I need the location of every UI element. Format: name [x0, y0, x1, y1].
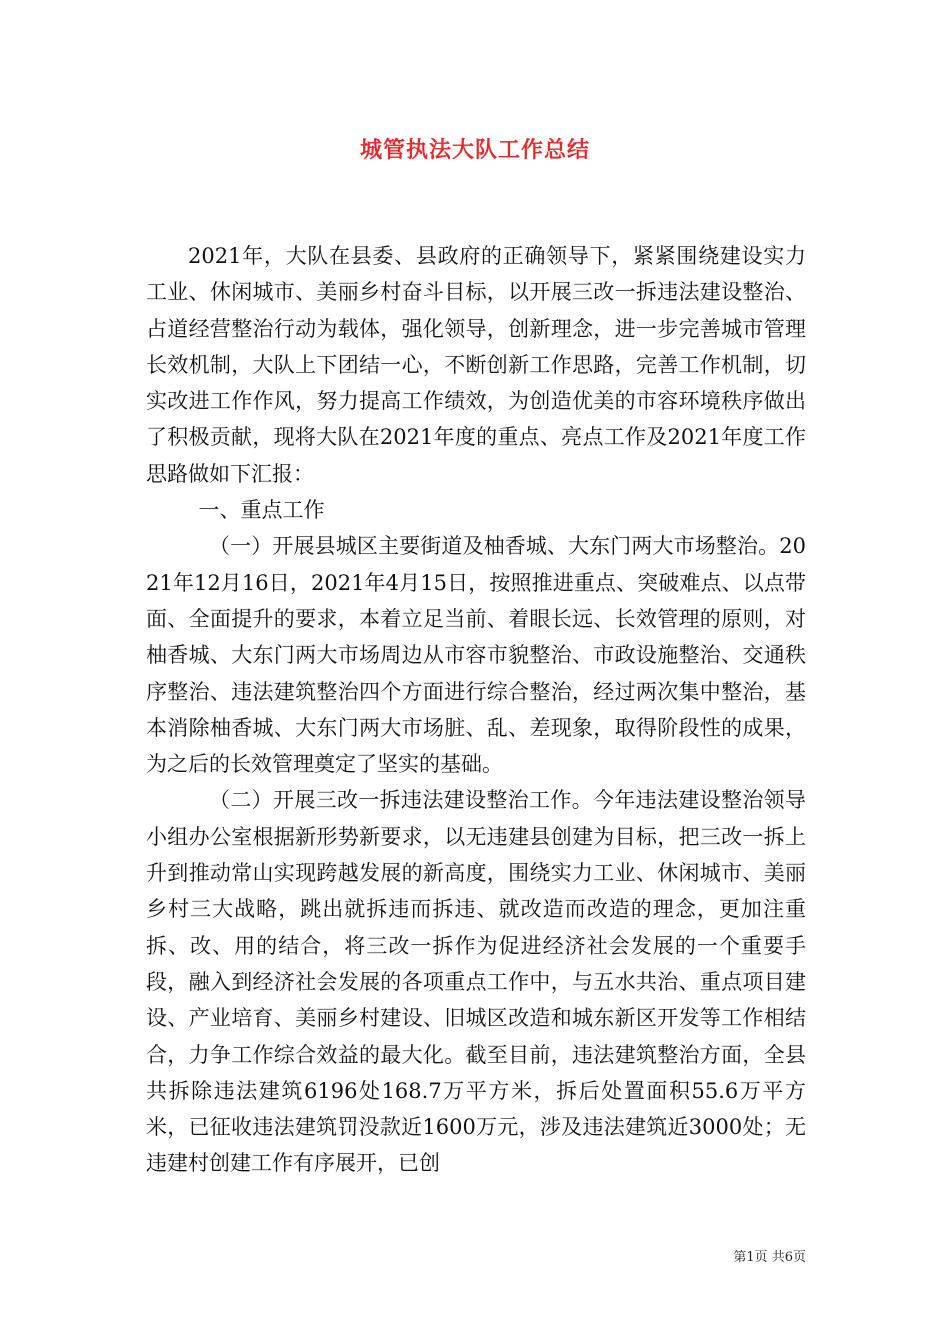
document-title: 城管执法大队工作总结	[359, 137, 590, 163]
document-body	[146, 238, 806, 1182]
page-number: 第1页 共6页	[733, 1250, 806, 1265]
paragraph-illegal-construction: （二）开展三改一拆违法建设整治工作。今年违法建设整治领导小组办公室根据新形势新要求，以无违建县创建为目标，把三改一拆上升到推动常山实现跨越发展的新高度，围绕实力工业、休闲城市、美丽乡村三大战略，跳出就拆违而拆违、就改造而改造的理念，更加注重拆、改、用的结合，将三改一拆作为促进经济社会发展的一个重要手段，融入到经济社会发展的各项重点工作中，与五水共治、重点项目建设、产业培育、美丽乡村建设、旧城区改造和城东新区开发等工作相结合，力争工作综合效益的最大化。截至目前，违法建筑整治方面，全县共拆除违法建筑6196处168.7万平方米，拆后处置面积55.6万平方米，已征收违法建筑罚没款近1600万元，涉及违法建筑近3000处；无违建村创建工作有序展开，已创	[146, 788, 806, 1176]
section-heading-key-work: 一、重点工作	[198, 498, 325, 523]
intro-paragraph: 2021年，大队在县委、县政府的正确领导下，紧紧围绕建设实力工业、休闲城市、美丽乡村奋斗目标，以开展三改一拆违法建设整治、占道经营整治行动为载体，强化领导，创新理念，进一步完善城市管理长效机制，大队上下团结一心，不断创新工作思路，完善工作机制，切实改进工作作风，努力提高工作绩效，为创造优美的市容环境秩序做出了积极贡献，现将大队在2021年度的重点、亮点工作及2021年度工作思路做如下汇报：	[146, 244, 806, 486]
paragraph-market-rectification: （一）开展县城区主要街道及柚香城、大东门两大市场整治。2021年12月16日，2021年4月15日，按照推进重点、突破难点、以点带面、全面提升的要求，本着立足当前、着眼长远、长效管理的原则，对柚香城、大东门两大市场周边从市容市貌整治、市政设施整治、交通秩序整治、违法建筑整治四个方面进行综合整治，经过两次集中整治，基本消除柚香城、大东门两大市场脏、乱、差现象，取得阶段性的成果，为之后的长效管理奠定了坚实的基础。	[146, 534, 806, 777]
